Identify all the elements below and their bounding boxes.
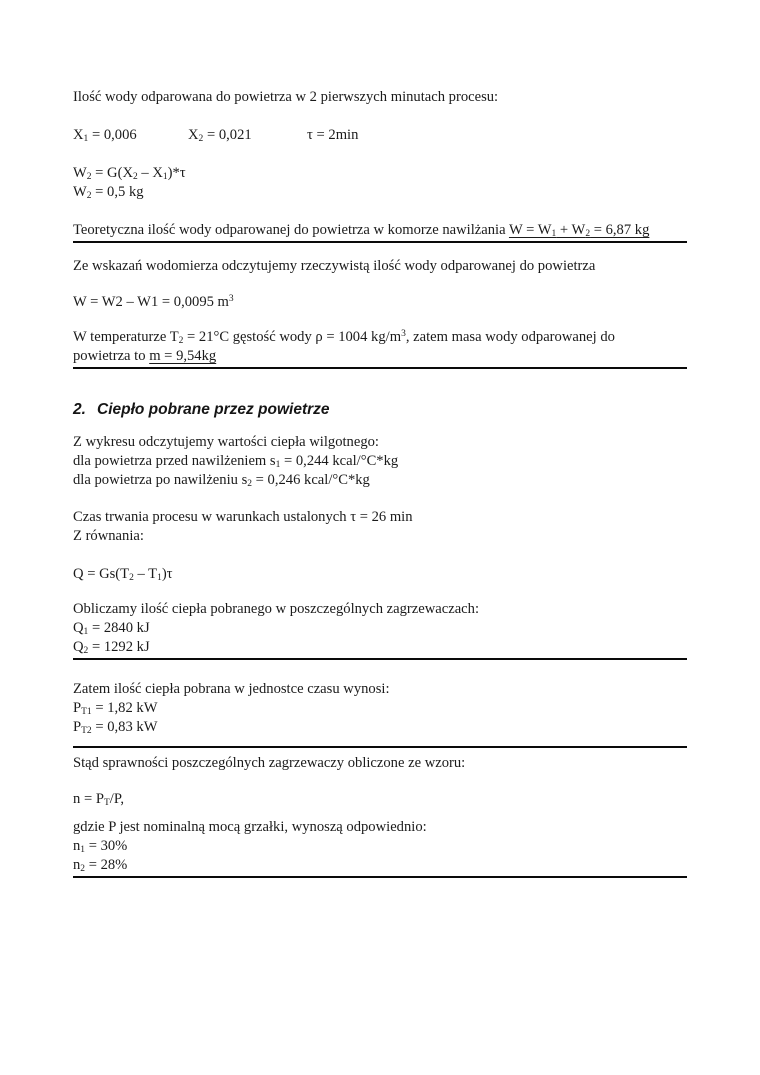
formula-part: – T	[133, 566, 158, 582]
paragraph-power-values	[73, 680, 687, 737]
value: = 0,021	[203, 127, 252, 143]
formula-part: = 6,87 kg	[590, 222, 650, 238]
text-line	[73, 328, 687, 347]
subscript: 1	[551, 229, 557, 239]
formula-part: )τ	[161, 566, 173, 582]
text-line: Obliczamy ilość ciepła pobranego w poszczególnych zagrzewaczach:	[73, 601, 479, 617]
heading-text: Ciepło pobrane przez powietrze	[97, 401, 330, 418]
subscript: 2	[80, 864, 86, 874]
value: = 1292 kJ	[88, 639, 150, 655]
symbol: n	[73, 857, 81, 873]
underlined-formula	[509, 222, 649, 238]
subscript: 2	[247, 479, 253, 489]
subscript: 1	[83, 134, 89, 144]
text-segment: Teoretyczna ilość wody odparowanej do powietrza w komorze nawilżania	[73, 222, 509, 238]
paragraph-measured-values	[73, 126, 687, 145]
paragraph-efficiency-values	[73, 818, 687, 878]
text-line	[73, 222, 649, 238]
subscript: 2	[83, 646, 89, 656]
text-line: Ilość wody odparowana do powietrza w 2 pierwszych minutach procesu:	[73, 89, 499, 105]
subscript: T	[103, 798, 110, 808]
paragraph-humid-heat-values	[73, 433, 687, 490]
value: = 2840 kJ	[88, 620, 150, 636]
text-line	[73, 471, 687, 490]
value: = 30%	[85, 838, 128, 854]
formula-part: = 0,5 kg	[91, 184, 144, 200]
heading-number: 2.	[73, 401, 86, 418]
value-pt1	[73, 699, 687, 718]
text-segment: = 21°C gęstość wody ρ = 1004 kg/m	[183, 329, 402, 345]
text-line: Z wykresu odczytujemy wartości ciepła wilgotnego:	[73, 434, 379, 450]
text-segment: W temperaturze T	[73, 329, 179, 345]
value-q1	[73, 619, 687, 638]
formula-part: + W	[556, 222, 586, 238]
symbol: P	[73, 700, 82, 716]
paragraph-q-formula	[73, 565, 687, 584]
paragraph-water-mass	[73, 328, 687, 369]
paragraph-process-duration	[73, 508, 687, 546]
formula-n	[73, 791, 124, 807]
text-segment: dla powietrza po nawilżeniu s	[73, 472, 248, 488]
subscript: 1	[83, 627, 89, 637]
subscript: 2	[178, 336, 184, 346]
formula-part: )*τ	[167, 165, 186, 181]
formula-part: Q = Gs(T	[73, 566, 130, 582]
paragraph-heat-quantities	[73, 600, 687, 660]
underlined-result: m = 9,54kg	[149, 348, 217, 364]
text-segment: powietrza to	[73, 348, 150, 364]
formula-w-diff	[73, 294, 234, 310]
paragraph-efficiency-intro	[73, 754, 687, 773]
subscript: 2	[198, 134, 204, 144]
formula-w2	[73, 164, 687, 183]
paragraph-w2-equations	[73, 164, 687, 202]
paragraph-water-evaporated-intro	[73, 88, 687, 107]
paragraph-n-formula	[73, 790, 687, 809]
formula-part: – X	[137, 165, 163, 181]
text-line: Ze wskazań wodomierza odczytujemy rzeczywistą ilość wody odparowanej do powietrza	[73, 258, 596, 274]
subscript: 1	[80, 845, 86, 855]
text-segment: = 0,244 kcal/°C*kg	[280, 453, 399, 469]
subscript: T1	[81, 707, 92, 717]
symbol: P	[73, 719, 82, 735]
value-x2	[188, 126, 307, 145]
subscript: 2	[86, 191, 92, 201]
subscript: 2	[129, 573, 134, 583]
value: = 1,82 kW	[91, 700, 158, 716]
text-line: Z równania:	[73, 528, 144, 544]
value: = 0,006	[88, 127, 137, 143]
text-segment: dla powietrza przed nawilżeniem s	[73, 453, 276, 469]
text-line: gdzie P jest nominalną mocą grzałki, wynoszą odpowiednio:	[73, 819, 427, 835]
value-tau: τ = 2min	[307, 127, 359, 143]
paragraph-theoretical-water	[73, 221, 687, 243]
value-n1	[73, 837, 687, 856]
subscript: 1	[162, 172, 168, 182]
superscript: 3	[228, 294, 234, 304]
formula-part: = G(X	[91, 165, 133, 181]
text-segment: , zatem masa wody odparowanej do	[405, 329, 615, 345]
value-pt2	[73, 718, 687, 737]
symbol: Q	[73, 620, 84, 636]
value-q2	[73, 638, 687, 657]
subscript: 2	[133, 172, 138, 182]
symbol: X	[188, 127, 199, 143]
text-line	[73, 347, 687, 366]
text-line: Stąd sprawności poszczególnych zagrzewaczy obliczone ze wzoru:	[73, 755, 466, 771]
symbol: Q	[73, 639, 84, 655]
paragraph-w-difference	[73, 293, 687, 312]
formula-part: W	[73, 165, 87, 181]
formula-part: /P,	[109, 791, 124, 807]
symbol: X	[73, 127, 84, 143]
subscript: 1	[157, 573, 162, 583]
value-x1	[73, 126, 188, 145]
formula-w2-value	[73, 183, 687, 202]
paragraph-water-meter	[73, 257, 687, 276]
value: = 0,83 kW	[91, 719, 158, 735]
formula-part: n = P	[73, 791, 104, 807]
formula-part: W = W2 – W1 = 0,0095 m	[73, 294, 229, 310]
superscript: 3	[401, 329, 406, 339]
value-n2	[73, 856, 687, 875]
horizontal-rule	[73, 746, 687, 748]
text-line	[73, 452, 687, 471]
subscript: 1	[275, 460, 281, 470]
formula-q	[73, 566, 173, 582]
subscript: 2	[585, 229, 591, 239]
text-line: Czas trwania procesu w warunkach ustalonych τ = 26 min	[73, 509, 413, 525]
subscript: 2	[86, 172, 92, 182]
symbol: n	[73, 838, 81, 854]
value: = 28%	[85, 857, 128, 873]
formula-part: W = W	[508, 222, 552, 238]
text-segment: = 0,246 kcal/°C*kg	[252, 472, 370, 488]
text-line: Zatem ilość ciepła pobrana w jednostce czasu wynosi:	[73, 681, 390, 697]
formula-part: W	[73, 184, 87, 200]
subscript: T2	[81, 726, 92, 736]
section-heading-heat	[73, 399, 687, 421]
